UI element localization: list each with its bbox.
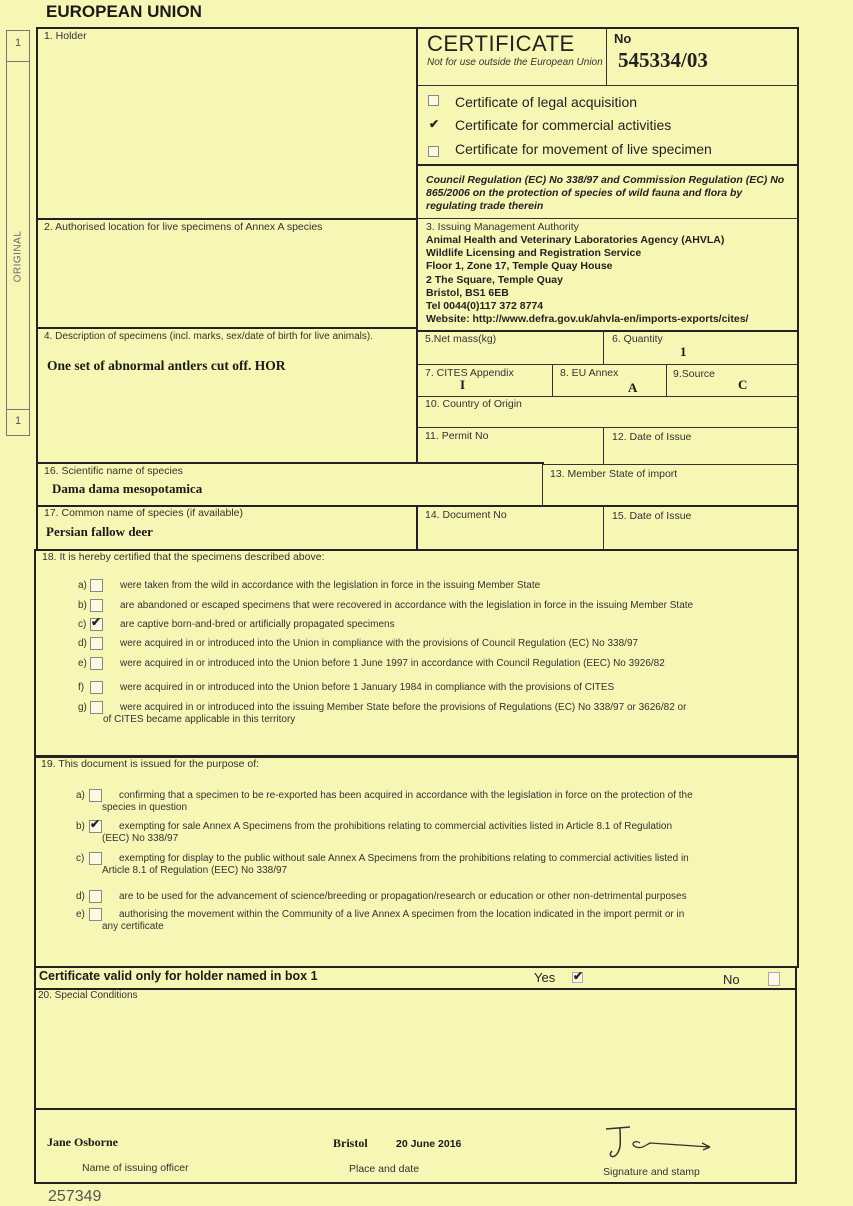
item-letter: f) [78,682,85,693]
holder-label: 1. Holder [44,30,87,42]
cell-divider [606,27,607,85]
scientific-name-value: Dama dama mesopotamica [52,481,203,496]
no-label: No [723,972,740,987]
serial-fragment: 257349 [48,1188,102,1205]
authority-line: Bristol, BS1 6EB [426,286,509,299]
location-label: 2. Authorised location for live specimens of Annex A species [44,221,323,233]
description-value: One set of abnormal antlers cut off. HOR [47,358,286,373]
eu-annex-value: A [628,380,638,395]
item-text-continued: species in question [102,802,188,813]
quantity-label: 6. Quantity [612,333,663,345]
quantity-value: 1 [680,344,687,359]
page-title: EUROPEAN UNION [46,2,202,21]
column-divider [416,505,418,551]
option-movement-live-specimen: Certificate for movement of live specimen [455,141,712,157]
checkmark-icon: ✔ [91,615,102,629]
yes-checkbox[interactable] [572,969,584,983]
item-checkbox[interactable] [89,817,102,833]
officer-name-caption: Name of issuing officer [82,1162,189,1174]
item-checkbox[interactable] [90,579,103,592]
no-checkbox[interactable] [768,972,780,986]
item-text: are to be used for the advancement of science/breeding or propagation/research or education or other non-detrimental purposes [119,891,687,902]
item-checkbox[interactable] [90,599,103,612]
item-text-continued: (EEC) No 338/97 [102,833,179,844]
row-divider [417,427,799,428]
country-origin-label: 10. Country of Origin [425,398,522,410]
item-letter: b) [78,600,87,611]
eu-annex-label: 8. EU Annex [560,367,619,379]
authority-website[interactable]: Website: http://www.defra.gov.uk/ahvla-en/imports-exports/cites/ [426,313,749,326]
authority-line: 2 The Square, Temple Quay [426,273,563,286]
member-state-label: 13. Member State of import [550,468,678,480]
item-checkbox[interactable] [90,701,103,714]
item-text: were acquired in or introduced into the issuing Member State before the provisions of Regulations (EC) No 338/97 or 3626/82 or [120,702,687,713]
side-divider [7,61,29,62]
row-divider [417,364,799,365]
authority-line: Floor 1, Zone 17, Temple Quay House [426,260,613,273]
item-letter: d) [78,638,87,649]
item-checkbox[interactable] [89,890,102,903]
source-label: 9.Source [673,368,716,380]
section-18-label: 18. It is hereby certified that the specimens described above: [42,551,325,563]
checkmark-icon: ✔ [90,817,101,831]
checkbox-legal-acquisition[interactable] [428,95,439,106]
item-text: are captive born-and-bred or artificially propagated specimens [120,619,395,630]
item-text: were taken from the wild in accordance with the legislation in force in the issuing Member State [120,580,541,591]
signature-icon [590,1125,720,1165]
authority-line: Tel 0044(0)117 372 8774 [426,300,544,313]
item-letter: c) [78,619,87,630]
authority-line: Wildlife Licensing and Registration Service [426,247,642,260]
cell-divider [603,330,604,364]
item-letter: a) [76,790,85,801]
certificate-subtitle: Not for use outside the European Union [427,57,603,68]
item-text: were acquired in or introduced into the Union before 1 January 1984 in compliance with the provisions of CITES [120,682,615,693]
side-divider [7,409,29,410]
item-text: were acquired in or introduced into the Union before 1 June 1997 in accordance with Council Regulation (EEC) No 3926/82 [120,658,665,669]
cell-divider [542,464,543,506]
column-divider [416,27,418,464]
row-divider [34,988,797,990]
signature-caption: Signature and stamp [603,1166,700,1178]
row-divider [417,164,799,166]
cites-appendix-value: I [460,377,466,392]
item-text: exempting for sale Annex A Specimens from the prohibitions relating to commercial activities listed in Article 8.1 of Regulation [119,821,673,832]
item-checkbox[interactable] [90,657,103,670]
permit-no-label: 11. Permit No [425,430,489,442]
row-divider [417,218,799,219]
checkmark-icon: ✔ [573,969,584,983]
item-text: are abandoned or escaped specimens that were recovered in accordance with the legislation in force in the issuing Member State [120,600,694,611]
special-conditions-label: 20. Special Conditions [38,990,138,1001]
option-commercial-activities: Certificate for commercial activities [455,117,672,133]
certificate-title: CERTIFICATE [427,31,575,56]
date-issue-12-label: 12. Date of Issue [612,431,692,443]
item-checkbox[interactable] [89,908,102,921]
item-text: confirming that a specimen to be re-exported has been acquired in accordance with the legislation in force on the protection of the [119,790,693,801]
certificate-number: 545334/03 [618,48,708,72]
side-bottom-number: 1 [14,415,22,427]
cell-divider [552,364,553,396]
common-name-value: Persian fallow deer [46,524,153,539]
cell-divider [666,364,667,396]
checkmark-icon: ✔ [429,117,440,131]
row-divider [36,462,544,464]
item-letter: d) [76,891,85,902]
authority-label: 3. Issuing Management Authority [426,221,579,233]
item-checkbox[interactable] [89,789,102,802]
item-text: authorising the movement within the Community of a live Annex A specimen from the location indicated in the import permit or in [119,909,685,920]
row-divider [417,85,799,86]
row-divider [542,464,799,465]
item-text-continued: any certificate [102,921,164,932]
side-top-number: 1 [14,37,22,49]
special-conditions-field[interactable] [38,1004,788,1104]
item-text-continued: of CITES became applicable in this territory [103,714,296,725]
item-letter: a) [78,580,87,591]
source-value: C [738,377,748,392]
document-no-label: 14. Document No [425,509,507,521]
row-divider [36,327,418,329]
date-issue-15-label: 15. Date of Issue [612,510,692,522]
authority-details [426,234,748,326]
row-divider [417,396,799,397]
item-text: exempting for display to the public without sale Annex A Specimens from the prohibitions relating to commercial activities listed in [119,853,689,864]
option-legal-acquisition: Certificate of legal acquisition [455,94,638,110]
authority-line: Animal Health and Veterinary Laboratories Agency (AHVLA) [426,234,725,246]
yes-label: Yes [534,970,556,985]
cell-divider [603,505,604,551]
place-date-caption: Place and date [349,1163,420,1175]
place: Bristol [333,1136,368,1150]
cites-appendix-label: 7. CITES Appendix [425,367,514,379]
row-divider [36,218,418,220]
row-divider [417,330,799,332]
net-mass-label: 5.Net mass(kg) [425,333,497,345]
officer-name: Jane Osborne [47,1135,119,1149]
checkbox-movement-live-specimen[interactable] [428,146,439,157]
side-original-label: ORIGINAL [12,230,24,283]
item-letter: g) [78,702,87,713]
item-checkbox[interactable] [89,852,102,865]
item-checkbox[interactable] [90,615,103,631]
common-name-label: 17. Common name of species (if available) [44,507,244,519]
item-text-continued: Article 8.1 of Regulation (EEC) No 338/97 [102,865,288,876]
item-letter: c) [76,853,85,864]
regulation-text: Council Regulation (EC) No 338/97 and Commission Regulation (EC) No 865/2006 on the protection of species of wild fauna and flora by regulating trade therein [426,174,785,212]
checkbox-commercial-activities[interactable] [428,117,440,131]
issue-date: 20 June 2016 [396,1138,462,1150]
item-letter: e) [76,909,85,920]
item-letter: e) [78,658,87,669]
certificate-number-label: No [614,31,632,46]
item-checkbox[interactable] [90,681,103,694]
item-text: were acquired in or introduced into the Union in compliance with the provisions of Council Regulation (EC) No 338/97 [120,638,639,649]
validity-statement: Certificate valid only for holder named in box 1 [39,969,318,983]
item-letter: b) [76,821,85,832]
side-strip [6,30,30,436]
description-label: 4. Description of specimens (incl. marks, sex/date of birth for live animals). [44,331,374,342]
item-checkbox[interactable] [90,637,103,650]
cell-divider [603,427,604,464]
section-19-label: 19. This document is issued for the purpose of: [41,758,260,770]
scientific-name-label: 16. Scientific name of species [44,465,183,477]
holder-field[interactable] [44,48,404,208]
